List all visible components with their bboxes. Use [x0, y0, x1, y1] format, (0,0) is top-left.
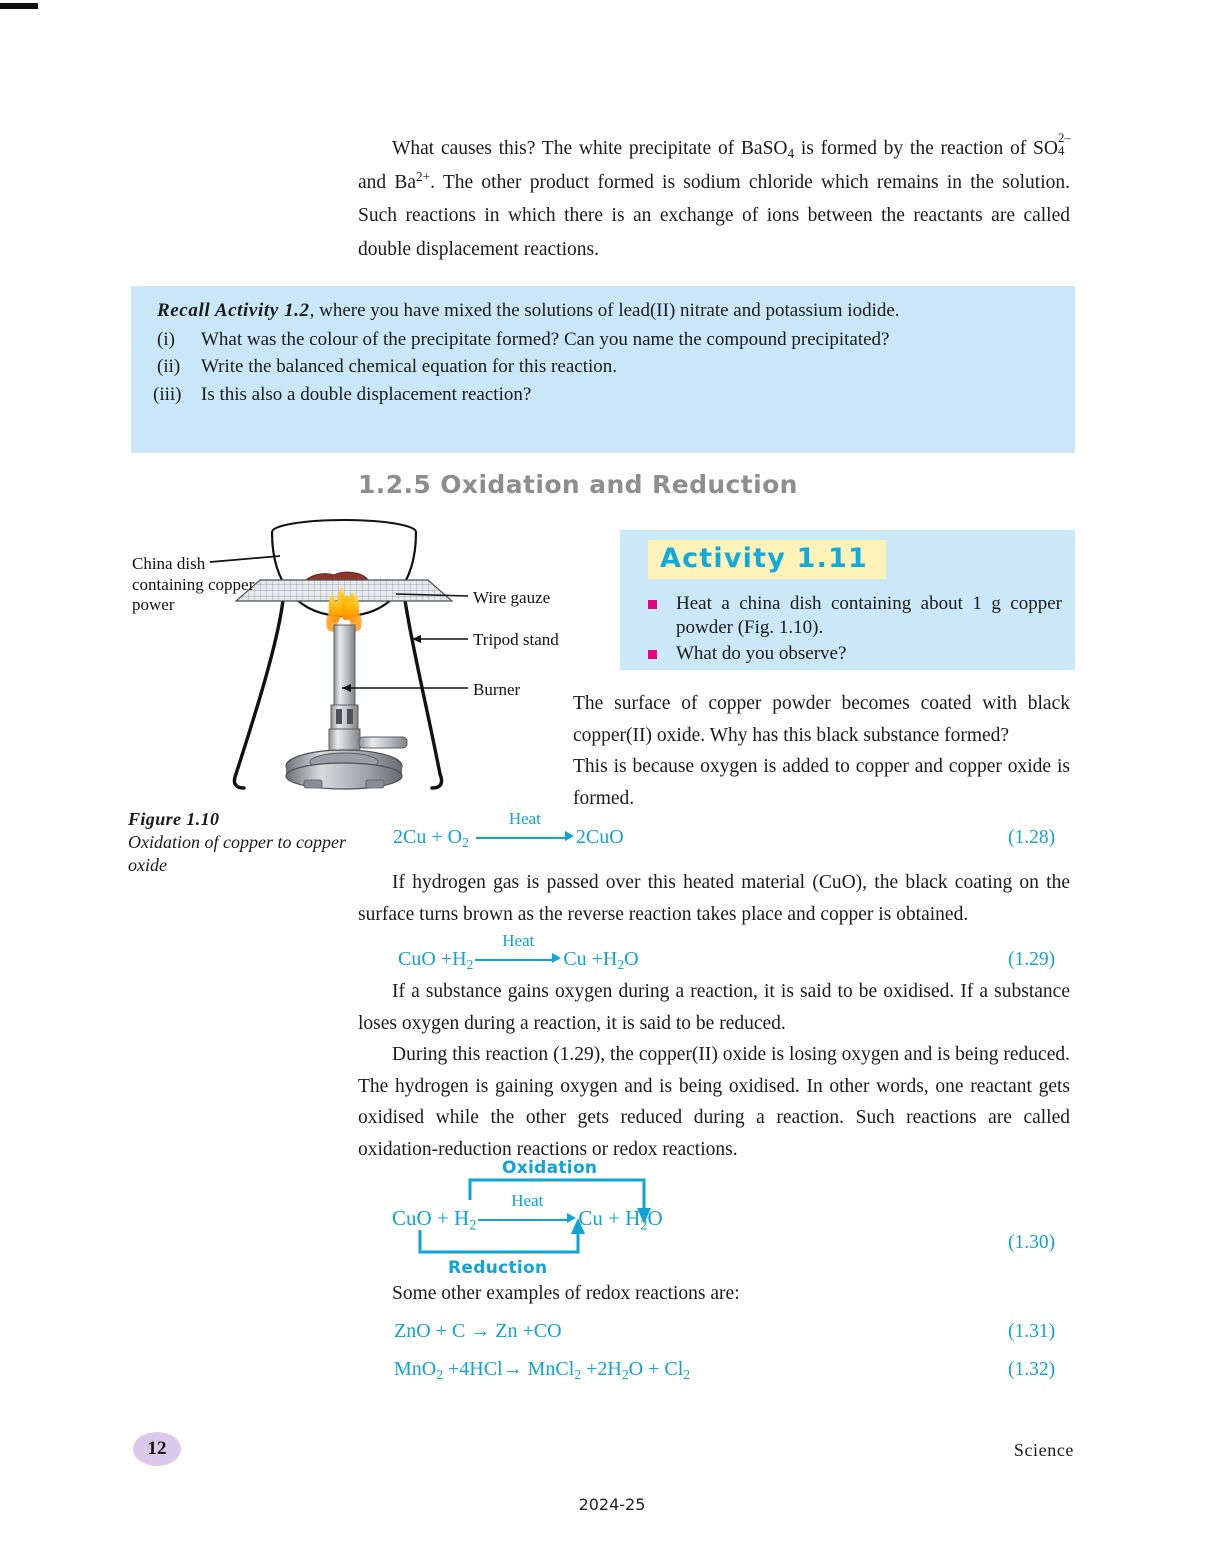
eq129-left-sub: 2	[466, 957, 474, 973]
observation-text-1: The surface of copper powder becomes coated with black copper(II) oxide. Why has this black substance formed?	[573, 693, 1070, 746]
eq130-products-b: O	[647, 1206, 663, 1230]
paragraph-text: If a substance gains oxygen during a reaction, it is said to be oxidised. If a substance loses oxygen during a reaction, it is said to be reduced.	[358, 981, 1070, 1034]
eq129-right-sub: 2	[617, 957, 625, 973]
figure-caption-title: Figure 1.10	[128, 809, 220, 829]
heat-arrow-icon	[475, 931, 561, 970]
recall-activity-box	[131, 286, 1075, 453]
baso4-subscript: 4	[787, 145, 795, 161]
square-bullet-icon	[648, 600, 657, 609]
eq132-b: +4HCl→ MnCl	[443, 1358, 575, 1380]
intro-text-d: . The other product formed is sodium chloride which remains in the solution. Such reactions in which there is an exchange of ions between the reactants are called double displacement reactions.	[358, 171, 1070, 260]
intro-text-c: and Ba	[358, 171, 417, 193]
eq130-product-sub: 2	[640, 1217, 648, 1234]
section-heading: 1.2.5 Oxidation and Reduction	[358, 470, 798, 499]
eq129-left: CuO +H	[398, 948, 467, 970]
list-marker: (i)	[157, 328, 175, 350]
list-text: What was the colour of the precipitate formed? Can you name the compound precipitated?	[201, 328, 890, 350]
list-text: Is this also a double displacement reaction?	[201, 384, 532, 406]
eq132-c: +2H	[581, 1358, 622, 1380]
equation-number-1-32: (1.32)	[1008, 1359, 1056, 1380]
recall-lead	[157, 297, 1061, 326]
observation-text-2: This is because oxygen is added to copper and copper oxide is formed.	[573, 756, 1070, 809]
activity-step-list	[642, 592, 1062, 667]
equation-number-1-31: (1.31)	[1008, 1321, 1056, 1342]
eq130-reactant-sub: 2	[469, 1217, 477, 1234]
paragraph-text: If hydrogen gas is passed over this heated material (CuO), the black coating on the surface turns brown as the reverse reaction takes place and copper is obtained.	[358, 872, 1070, 925]
equation-number-1-29: (1.29)	[1008, 949, 1056, 970]
heat-arrow-icon	[476, 809, 574, 848]
heat-label: Heat	[511, 1190, 544, 1210]
list-text: What do you observe?	[676, 642, 847, 664]
list-item	[642, 642, 1062, 666]
eq129-right: Cu +H	[563, 948, 618, 970]
label-china-dish: China dish containing copper power	[132, 554, 255, 615]
label-burner: Burner	[473, 680, 521, 699]
footer-subject: Science	[1013, 1440, 1074, 1460]
list-item	[153, 381, 1061, 409]
eq132-d: O + Cl	[628, 1358, 684, 1380]
crop-mark	[0, 3, 38, 9]
list-item	[157, 326, 1061, 354]
redox-diagram-1-30	[392, 1158, 692, 1278]
recall-question-list	[153, 326, 1061, 410]
equation-number-1-30: (1.30)	[1008, 1232, 1056, 1253]
recall-title: Recall Activity 1.2	[157, 300, 310, 321]
intro-text-b: is formed by the reaction of SO	[794, 138, 1058, 159]
paragraph-hydrogen	[358, 867, 1070, 930]
eq132-sub4: 2	[683, 1367, 691, 1383]
equation-1-32	[394, 1358, 690, 1381]
list-text: Write the balanced chemical equation for this reaction.	[201, 356, 617, 378]
heat-arrow-icon	[478, 1190, 576, 1231]
square-bullet-icon	[648, 650, 657, 659]
intro-paragraph	[358, 132, 1070, 266]
list-marker: (ii)	[157, 356, 181, 378]
heat-label: Heat	[502, 931, 535, 951]
figure-1-10	[128, 512, 580, 802]
equation-1-28	[393, 809, 624, 851]
eq128-left-sub: 2	[462, 835, 469, 851]
paragraph-text: During this reaction (1.29), the copper(II) oxide is losing oxygen and is being reduced. The hydrogen is gaining oxygen and is being oxidised. In other words, one reactant gets oxidised while the other gets reduced during a reaction. Such reactions are called oxidation-reduction reactions or redox reactions.	[358, 1044, 1070, 1160]
figure-caption-text: Oxidation of copper to copper oxide	[128, 832, 346, 876]
equation-number-1-28: (1.28)	[1008, 827, 1056, 848]
list-marker: (iii)	[153, 384, 182, 406]
eq132-sub1: 2	[436, 1367, 444, 1383]
equation-1-30-core	[392, 1190, 663, 1234]
paragraph-some-other-examples	[358, 1278, 1070, 1310]
equation-1-29	[398, 931, 639, 973]
recall-lead-text: , where you have mixed the solutions of lead(II) nitrate and potassium iodide.	[309, 300, 900, 321]
eq128-right: 2CuO	[575, 826, 624, 848]
figure-caption	[128, 808, 353, 877]
eq132-sub3: 2	[621, 1367, 629, 1383]
eq130-products: Cu + H	[578, 1206, 641, 1230]
eq128-left: 2Cu + O	[393, 826, 463, 848]
observation-paragraph	[573, 688, 1070, 814]
paragraph-oxidation	[358, 976, 1070, 1165]
eq132-sub2: 2	[574, 1367, 582, 1383]
reduction-label: Reduction	[448, 1258, 548, 1278]
paragraph-text: Some other examples of redox reactions are:	[392, 1283, 740, 1304]
list-item	[157, 353, 1061, 381]
list-item	[642, 592, 1062, 641]
eq132-a: MnO	[394, 1358, 437, 1380]
activity-1-11-box	[620, 530, 1075, 670]
eq129-right-b: O	[624, 948, 639, 970]
equation-1-31: ZnO + C → Zn +CO	[394, 1320, 562, 1342]
intro-text-a: What causes this? The white precipitate of BaSO	[392, 138, 788, 159]
label-tripod-stand: Tripod stand	[473, 630, 559, 649]
sulphate-charge-stack: 2– 4	[1057, 130, 1071, 158]
footer-year: 2024-25	[578, 1495, 646, 1514]
heat-label: Heat	[508, 809, 541, 829]
eq130-reactants: CuO + H	[392, 1206, 470, 1230]
oxidation-label: Oxidation	[502, 1158, 598, 1178]
barium-charge: 2+	[416, 168, 431, 184]
list-text: Heat a china dish containing about 1 g copper powder (Fig. 1.10).	[676, 593, 1062, 639]
label-wire-gauze: Wire gauze	[473, 588, 551, 607]
activity-title: Activity 1.11	[648, 540, 886, 579]
page-number-badge: 12	[133, 1432, 181, 1466]
